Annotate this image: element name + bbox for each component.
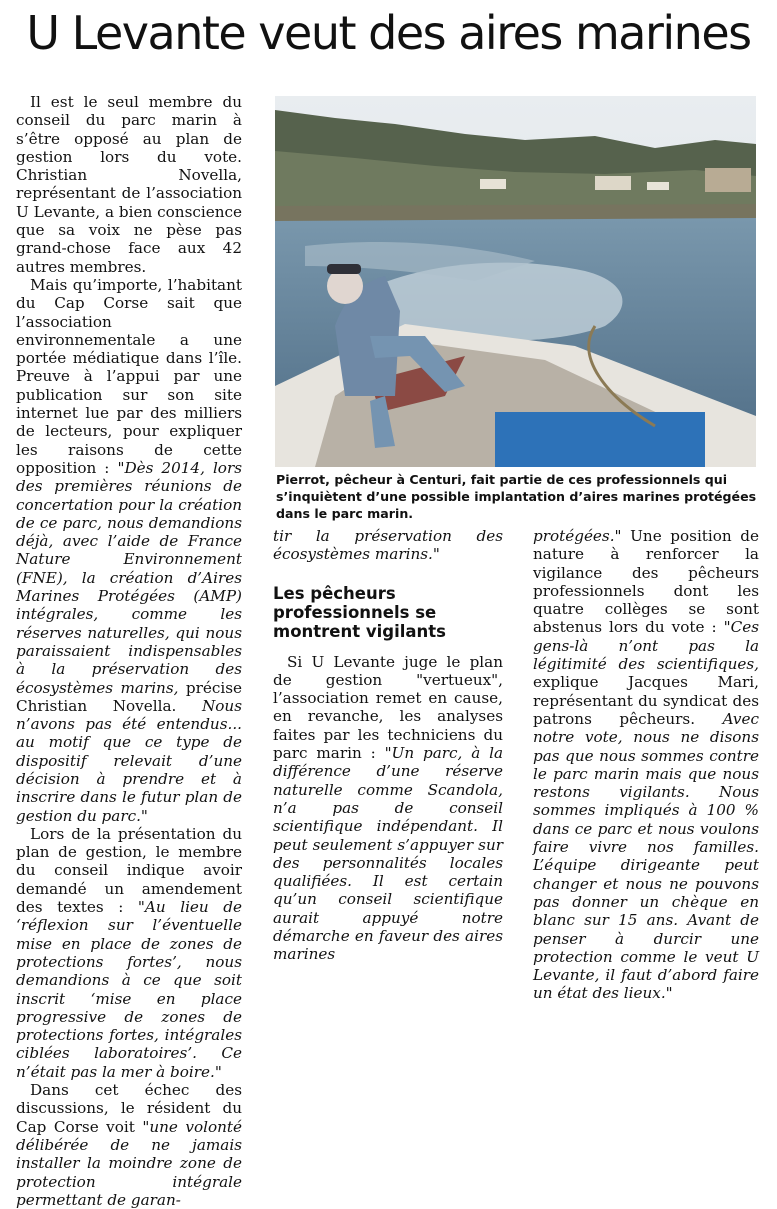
quote-text: "Au lieu de ‘réflexion sur l’éventuelle mise en place de zones de protections fortes’, nous demandions à ce que soit inscrit ‘mise en place progressive de zones de protections fortes, intégrales ciblées laboratoires’. Ce n’était pas la mer à boire."	[16, 898, 242, 1081]
quote-text: protégées."	[533, 527, 622, 545]
body-text: Mais qu’importe, l’habitant du Cap Corse sait que l’association environnementale a une portée médiatique dans l’île. Preuve à l’appui par une publication sur son site internet lue par des milliers de lecteurs, pour expliquer les raisons de cette opposition :	[16, 275, 242, 477]
quote-text: "Ces gens-là n’ont pas la légitimité des scientifiques,	[533, 618, 759, 674]
column-3-body	[533, 527, 759, 1003]
quote-text: "Un parc, à la différence d’une réserve naturelle comme Scandola, n’a pas de conseil scientifique indépendant. Il peut seulement s’appuyer sur des personnalités locales qualifiées. Il est certain qu’un conseil scientifique aurait appuyé notre démarche en faveur des aires marines	[273, 744, 504, 964]
body-text: Dans cet échec des discussions, le résident du Cap Corse voit	[16, 1081, 242, 1136]
article-paragraph	[16, 276, 242, 825]
article-column-2	[273, 527, 503, 964]
article-paragraph	[16, 93, 242, 276]
article-paragraph	[16, 1081, 242, 1209]
body-text: précise Christian Novella.	[16, 678, 242, 715]
body-text: Lors de la présentation du plan de gestion, le membre du conseil indique avoir demandé un amendement des textes :	[16, 824, 242, 917]
column-2-body	[273, 653, 503, 964]
article-column-3	[533, 527, 759, 1003]
quote-text: Avec notre vote, nous ne disons pas que nous sommes contre le parc marin mais que nous restons vigilants. Nous sommes impliqués à 100 % dans ce parc et nous voulons faire vivre nos familles. L’équipe dirigeante peut changer et nous ne pouvons pas donner un chèque en blanc sur 15 ans. Avant de penser à durcir une protection comme le veut U Levante, il faut d’abord faire un état des lieux."	[533, 709, 759, 1003]
quote-text: Nous n’avons pas été entendus... au motif que ce type de dispositif relevait d’une décision à prendre et à inscrire dans le futur plan de gestion du parc."	[16, 696, 242, 825]
quote-text: "Dès 2014, lors des premières réunions de concertation pour la création de ce parc, nous demandions déjà, avec l’aide de France Nature Environnement (FNE), la création d’Aires Marines Protégées (AMP) intégrales, comme les réserves naturelles, qui nous paraissaient indispensables à la préservation des écosystèmes marins,	[16, 458, 242, 697]
quote-text: tir la préservation des écosystèmes marins."	[273, 527, 503, 564]
article-headline: U Levante veut des aires marines	[26, 6, 751, 60]
body-text: explique Jacques Mari, représentant du syndicat des patrons pêcheurs.	[533, 673, 759, 728]
column-2-lead	[273, 527, 503, 564]
photo-caption: Pierrot, pêcheur à Centuri, fait partie de ces professionnels qui s’inquiètent d’une possible implantation d’aires marines protégées dans le parc marin.	[276, 472, 757, 521]
section-subhead: Les pêcheurs professionnels se montrent vigilants	[273, 583, 446, 641]
article-photo	[275, 96, 756, 467]
quote-text: "une volonté délibérée de ne jamais installer la moindre zone de protection intégrale permettant de garan-	[16, 1117, 243, 1209]
article-paragraph	[16, 825, 242, 1081]
body-text: Une position de nature à renforcer la vigilance des pêcheurs professionnels dont les quatre collèges se sont abstenus lors du vote :	[533, 527, 759, 637]
article-column-1	[16, 93, 242, 1209]
body-text: Il est le seul membre du conseil du parc marin à s’être opposé au plan de gestion lors du vote. Christian Novella, représentant de l’association U Levante, a bien conscience que sa voix ne pèse pas grand-chose face aux 42 autres membres.	[16, 93, 242, 276]
body-text: Si U Levante juge le plan de gestion "vertueux", l’association remet en cause, en revanche, les analyses faites par les techniciens du parc marin :	[273, 652, 503, 763]
